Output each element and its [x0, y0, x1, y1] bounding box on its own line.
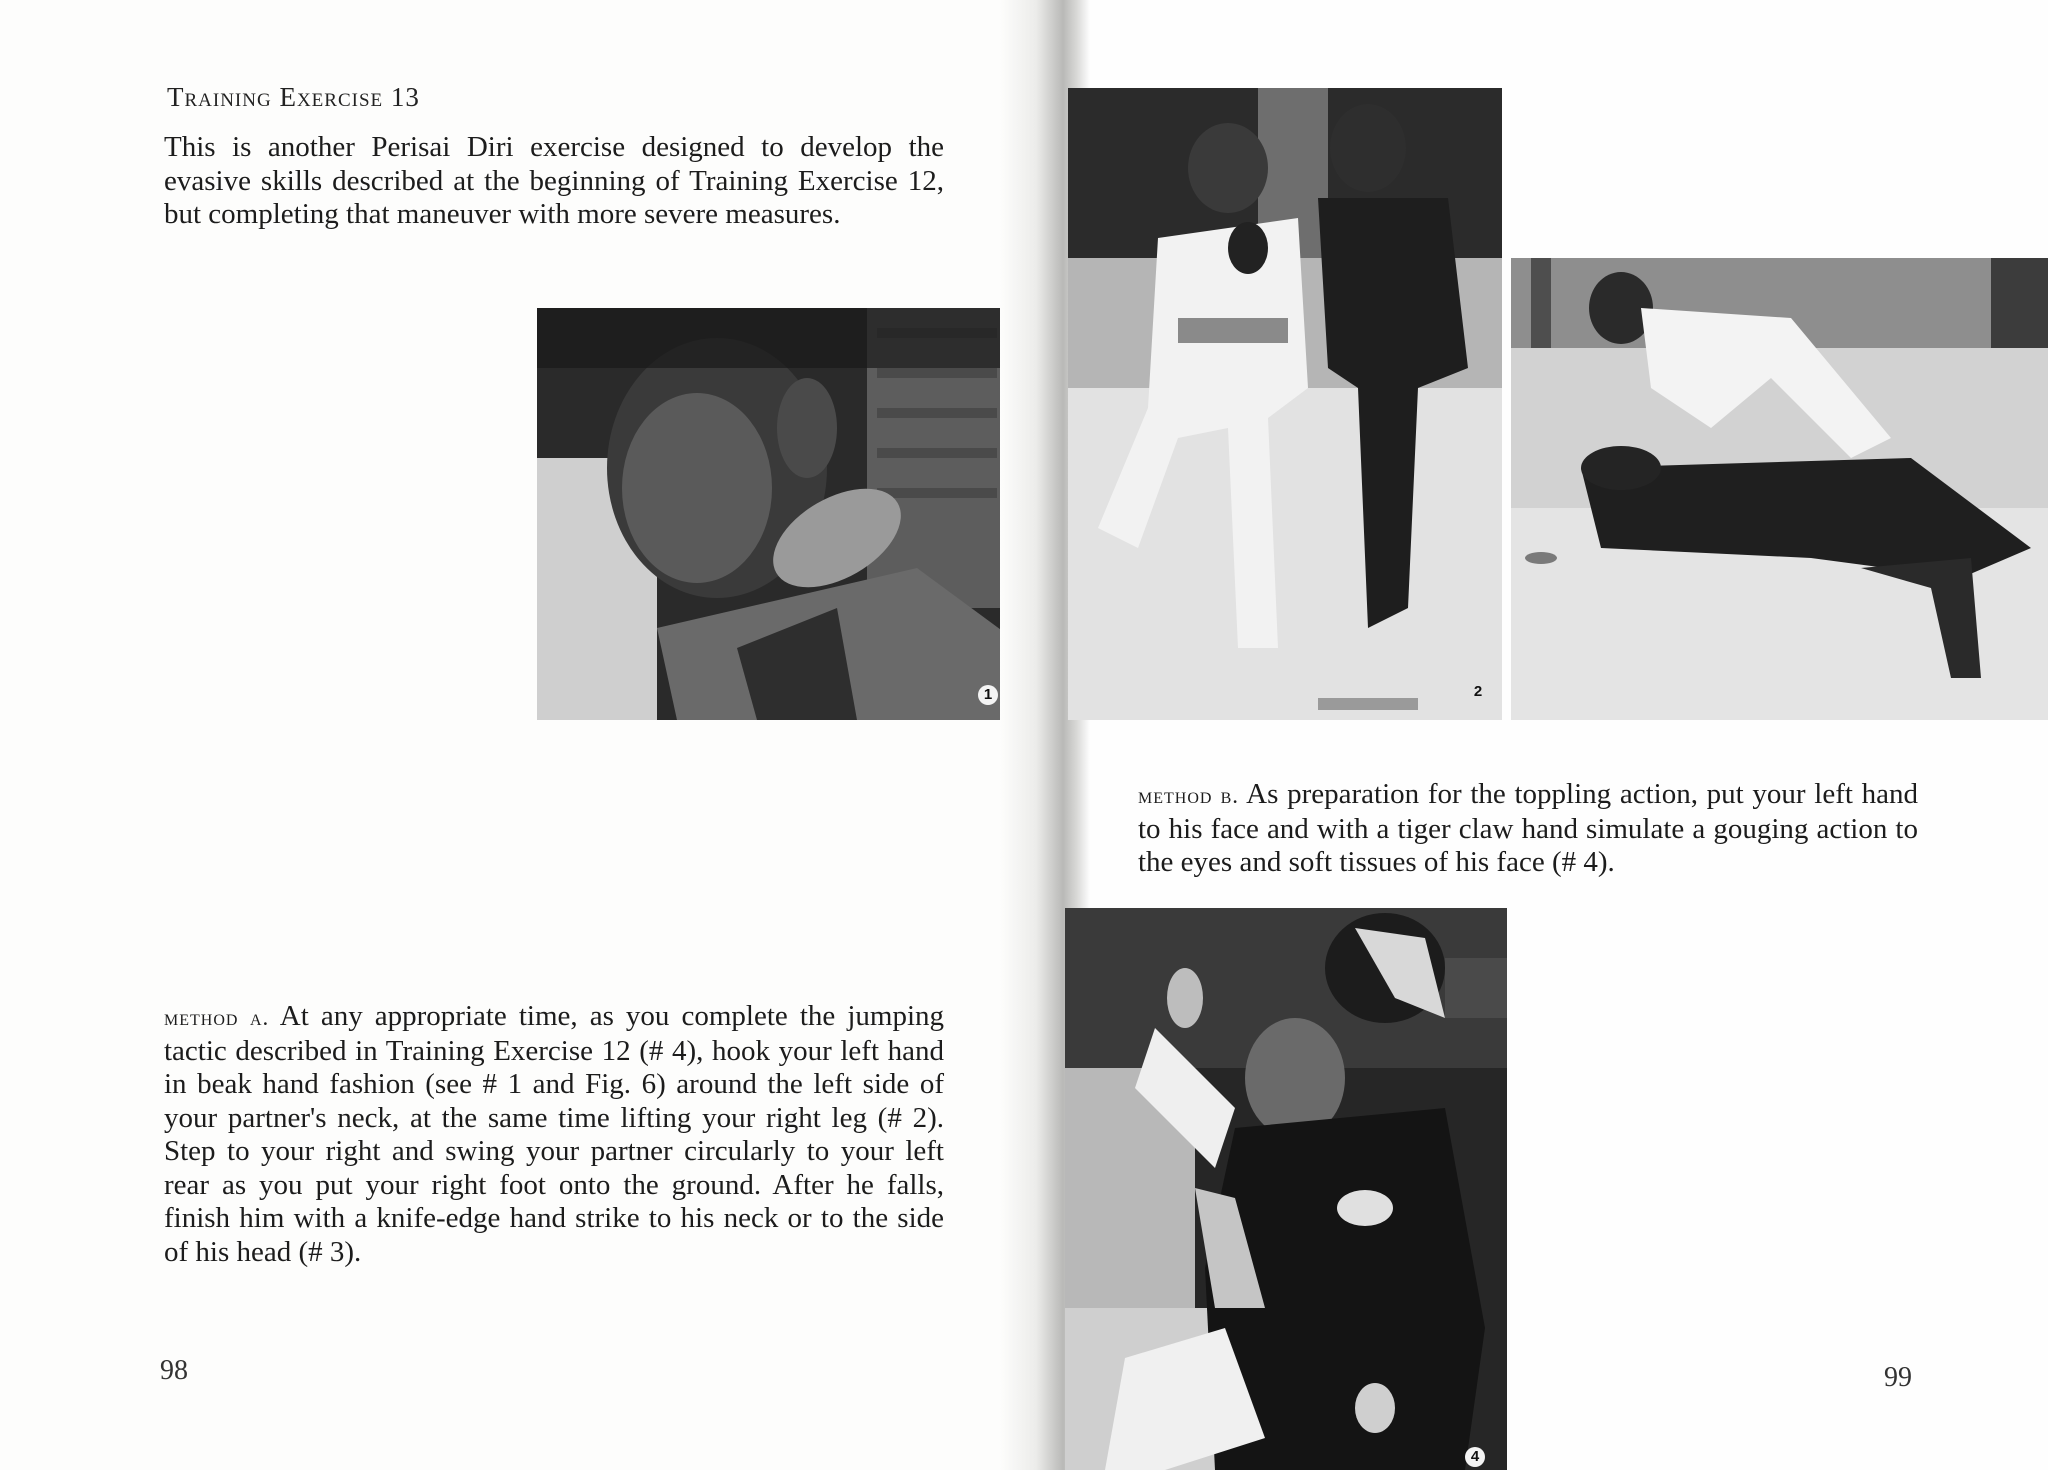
- method-a-paragraph: [164, 1000, 944, 1269]
- photo-4-tiger-claw: [1065, 908, 1507, 1470]
- photo-1-number: 1: [978, 685, 998, 705]
- photo-2-leg-lift: [1068, 88, 1502, 720]
- photo-1-neck-hook: [537, 308, 1012, 720]
- exercise-heading: Training Exercise 13: [167, 82, 420, 112]
- method-a-lead: method a.: [164, 1005, 270, 1030]
- intro-paragraph: This is another Perisai Diri exercise designed to develop the evasive skills described at the beginning of Training Exercise 12, but completing that maneuver with more severe measures.: [164, 131, 944, 230]
- photo-3-knife-edge-strike: [1511, 258, 2048, 720]
- left-page-number: 98: [160, 1355, 188, 1386]
- method-b-paragraph: [1138, 778, 1918, 880]
- photo-2-number: 2: [1473, 683, 1483, 700]
- method-a-text: At any appropriate time, as you complete the jumping tactic described in Training Exercise 12 (# 4), hook your left hand in beak hand fashion (see # 1 and Fig. 6) around the left side of your partner's neck, at the same time lifting your right leg (# 2). Step to your right and swing your partner circularly to your left rear as you put your right foot onto the ground. After he falls, finish him with a knife-edge hand strike to his neck or to the side of his head (# 3).: [164, 1000, 944, 1268]
- method-b-lead: method b.: [1138, 783, 1240, 808]
- right-page-number: 99: [1884, 1362, 1912, 1393]
- method-b-text: As preparation for the toppling action, put your left hand to his face and with a tiger claw hand simulate a gouging action to the eyes and soft tissues of his face (# 4).: [1138, 778, 1918, 878]
- photo-4-number: 4: [1465, 1447, 1485, 1467]
